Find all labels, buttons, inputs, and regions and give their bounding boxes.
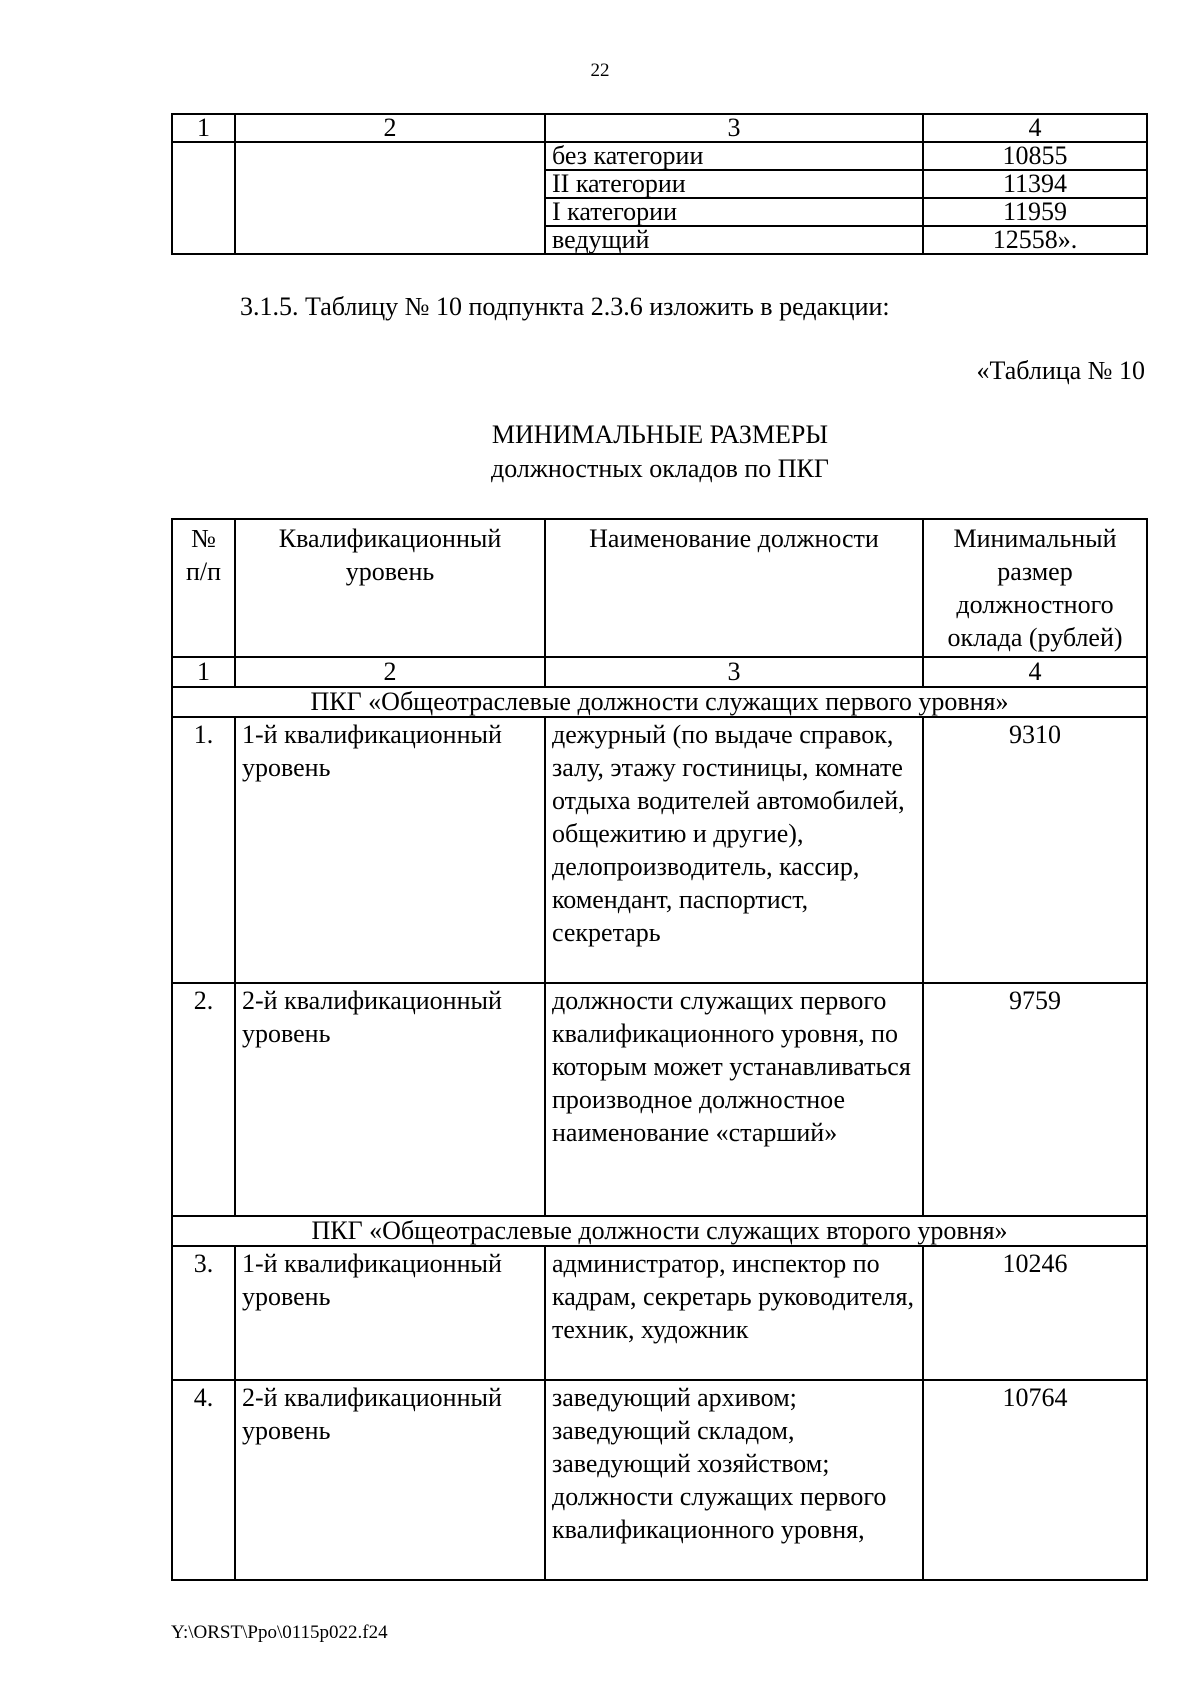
position-cell: дежурный (по выдаче справок, залу, этажу гостиницы, комнате отдыха водителей автомобилей, общежитию и другие), делопроизводитель, кассир, комендант, паспортист, секретарь [545, 717, 923, 983]
file-path-footer: Y:\ORST\Ppo\0115p022.f24 [171, 1622, 388, 1643]
group-row [172, 687, 1147, 717]
table-row [172, 983, 1147, 1216]
header-cell: № п/п [172, 519, 235, 657]
salary-cell: 9759 [923, 983, 1147, 1216]
level-cell: 1-й квалификационный уровень [235, 1246, 545, 1380]
position-cell: заведующий архивом; заведующий складом, заведующий хозяйством; должности служащих первого квалификационного уровня, [545, 1380, 923, 1580]
category-cell: I категории [545, 198, 923, 226]
level-cell: 2-й квалификационный уровень [235, 983, 545, 1216]
col-number: 4 [923, 114, 1147, 142]
page-number: 22 [590, 60, 610, 81]
col-number: 3 [545, 657, 923, 687]
row-number: 3. [172, 1246, 235, 1380]
table-row [172, 1380, 1147, 1580]
position-cell: администратор, инспектор по кадрам, секретарь руководителя, техник, художник [545, 1246, 923, 1380]
table-label: «Таблица № 10 [976, 356, 1145, 385]
col-number: 2 [235, 114, 545, 142]
table-subtitle: должностных окладов по ПКГ [491, 454, 829, 483]
group-heading: ПКГ «Общеотраслевые должности служащих первого уровня» [172, 687, 1147, 717]
group-row [172, 1216, 1147, 1246]
table-header-row [172, 519, 1147, 657]
salary-cell: 10764 [923, 1380, 1147, 1580]
level-cell: 1-й квалификационный уровень [235, 717, 545, 983]
table-row [172, 1246, 1147, 1380]
col-number: 4 [923, 657, 1147, 687]
position-cell: должности служащих первого квалификационного уровня, по которым может устанавливаться производное должностное наименование «старший» [545, 983, 923, 1216]
category-cell: II категории [545, 170, 923, 198]
row-number: 4. [172, 1380, 235, 1580]
group-heading: ПКГ «Общеотраслевые должности служащих второго уровня» [172, 1216, 1147, 1246]
table-title: МИНИМАЛЬНЫЕ РАЗМЕРЫ [491, 420, 829, 449]
level-cell: 2-й квалификационный уровень [235, 1380, 545, 1580]
paragraph: 3.1.5. Таблицу № 10 подпункта 2.3.6 изложить в редакции: [240, 292, 890, 321]
value-cell: 11959 [923, 198, 1147, 226]
salary-cell: 9310 [923, 717, 1147, 983]
value-cell: 12558». [923, 226, 1147, 254]
empty-cell [172, 142, 235, 254]
header-cell: Наименование должности [545, 519, 923, 657]
continued-table [171, 113, 1148, 255]
table-row [172, 717, 1147, 983]
col-number: 2 [235, 657, 545, 687]
table-header-row [172, 114, 1147, 142]
category-cell: ведущий [545, 226, 923, 254]
header-cell: Квалификационный уровень [235, 519, 545, 657]
col-number: 3 [545, 114, 923, 142]
value-cell: 11394 [923, 170, 1147, 198]
col-number: 1 [172, 657, 235, 687]
row-number: 2. [172, 983, 235, 1216]
empty-cell [235, 142, 545, 254]
row-number: 1. [172, 717, 235, 983]
salary-cell: 10246 [923, 1246, 1147, 1380]
table-row [172, 142, 1147, 170]
header-cell: Минимальный размер должностного оклада (рублей) [923, 519, 1147, 657]
col-number: 1 [172, 114, 235, 142]
value-cell: 10855 [923, 142, 1147, 170]
column-number-row [172, 657, 1147, 687]
salary-table [171, 518, 1148, 1581]
category-cell: без категории [545, 142, 923, 170]
